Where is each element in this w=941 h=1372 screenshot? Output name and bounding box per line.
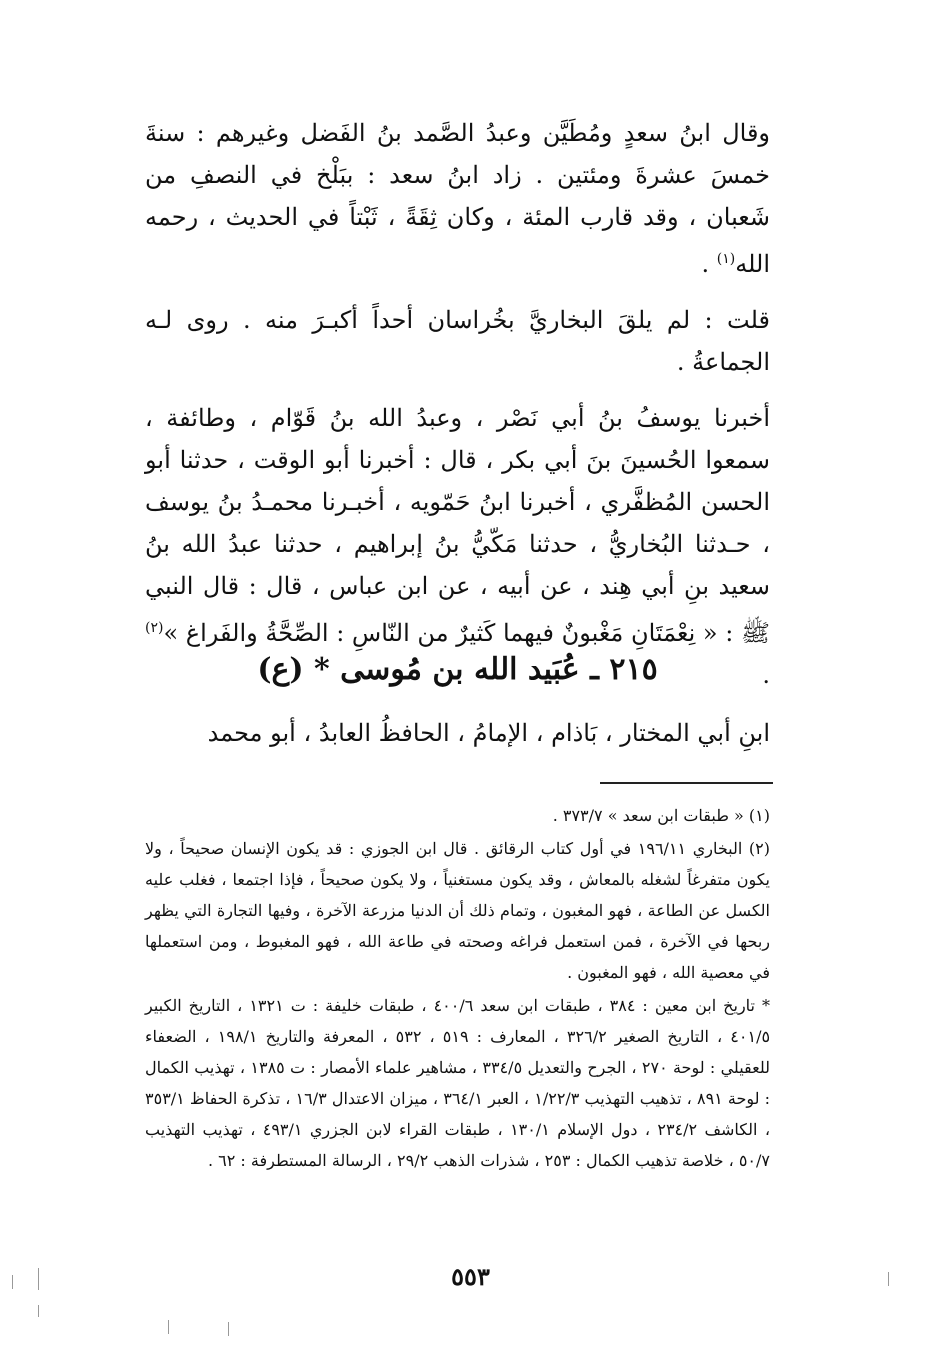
footnote-separator (600, 782, 773, 784)
scan-mark (168, 1320, 169, 1334)
footnote-sources: * تاريخ ابن معين : ٣٨٤ ، طبقات ابن سعد ٤٠٠/٦ ، طبقات خليفة : ت ١٣٢١ ، التاريخ الكبير ٤٠١/٥ ، التاريخ الصغير ٣٢٦/٢ ، المعارف : ٥١٩ ، ٥٣٢ ، المعرفة والتاريخ ١٩٨/١ ، الضعفاء للعقيلي : لوحة ٢٧٠ ، الجرح والتعديل ٣٣٤/٥ ، مشاهير علماء الأمصار : ت ١٣٨٥ ، تهذيب الكمال : لوحة ٨٩١ ، تذهيب التهذيب ١/٢٢/٣ ، العبر ٣٦٤/١ ، ميزان الاعتدال ١٦/٣ ، تذكرة الحفاظ ٣٥٣/١ ، الكاشف ٢٣٤/٢ ، دول الإسلام ١٣٠/١ ، طبقات القراء لابن الجزري ٤٩٣/١ ، تهذيب التهذيب ٥٠/٧ ، خلاصة تذهيب الكمال : ٢٥٣ ، شذرات الذهب ٢٩/٢ ، الرسالة المستطرفة : ٦٢ . (145, 996, 771, 1170)
main-text (145, 112, 770, 710)
scan-mark (38, 1268, 39, 1290)
footnote-ref-2: (٢) (145, 620, 164, 636)
footnote-ref-1: (١) (716, 251, 736, 267)
paragraph-1-text: وقال ابنُ سعدٍ ومُطَيَّن وعبدُ الصَّمد بنُ الفَضل وغيرهم : سنةَ خمسَ عشرةَ ومئتين . زاد ابنُ سعد : ببَلْخ في النصفِ من شَعبان ، وقد قارب المئة ، وكان ثِقَةً ، ثَبْتاً في الحديث ، رحمه الله (145, 119, 770, 278)
scan-mark (38, 1305, 39, 1317)
footnote-2: (٢) البخاري ١٩٦/١١ في أول كتاب الرقائق . قال ابن الجوزي : قد يكون الإنسان صحيحاً ، ولا يكون متفرغاً لشغله بالمعاش ، وقد يكون مستغنياً ، ولا يكون صحيحاً ، فإذا اجتمعا ، فغلب عليه الكسل عن الطاعة ، فهو المغبون ، وتمام ذلك أن الدنيا مزرعة الآخرة ، وفيها التجارة التي يظهر ربحها في الآخرة ، فمن استعمل فراغه وصحته في طاعة الله ، فهو المغبوط ، ومن استعملها في معصية الله ، فهو المغبون . (145, 839, 770, 982)
page-number: ٥٥٣ (451, 1262, 490, 1291)
paragraph-1 (145, 112, 770, 285)
entry-heading: ٢١٥ ـ عُبَيد الله بن مُوسى * (ع) (257, 652, 658, 687)
footnote-1: (١) « طبقات ابن سعد » ٣٧٣/٧ . (552, 806, 770, 825)
paragraph-2-text: قلت : لم يلقَ البخاريَّ بخُراسان أحداً أكبـرَ منه . روى لـه الجماعةُ . (145, 306, 770, 376)
paragraph-1-end: . (701, 250, 717, 278)
paragraph-2 (145, 299, 770, 383)
footnotes (145, 800, 770, 1178)
paragraph-3-text: أخبرنا يوسفُ بنُ أبي نَصْر ، وعبدُ الله بنُ قَوّام ، وطائفة ، سمعوا الحُسينَ بنَ أبي بكر ، قال : أخبرنا أبو الوقت ، حدثنا أبو الحسن المُظفَّري ، أخبرنا ابنُ حَمّويه ، أخبـرنا محمـدُ بنُ يوسف ، حـدثنا البُخاريُّ ، حدثنا مَكّيُّ بنُ إبراهيم ، حدثنا عبدُ الله بنُ سعيد بنِ أبي هِند ، عن أبيه ، عن ابن عباس ، قال : قال النبي ﷺ : « نِعْمَتَانِ مَغْبونٌ فيهما كَثيرٌ من النّاسِ : الصِّحَّةُ والفَراغ » (145, 404, 770, 647)
scan-mark (228, 1322, 229, 1336)
scan-mark (12, 1275, 13, 1289)
paragraph-3-end: . (762, 661, 770, 689)
scan-mark (888, 1272, 889, 1286)
paragraph-4: ابنِ أبي المختار ، بَاذام ، الإمامُ ، الحافظُ العابدُ ، أبو محمد (207, 719, 770, 747)
